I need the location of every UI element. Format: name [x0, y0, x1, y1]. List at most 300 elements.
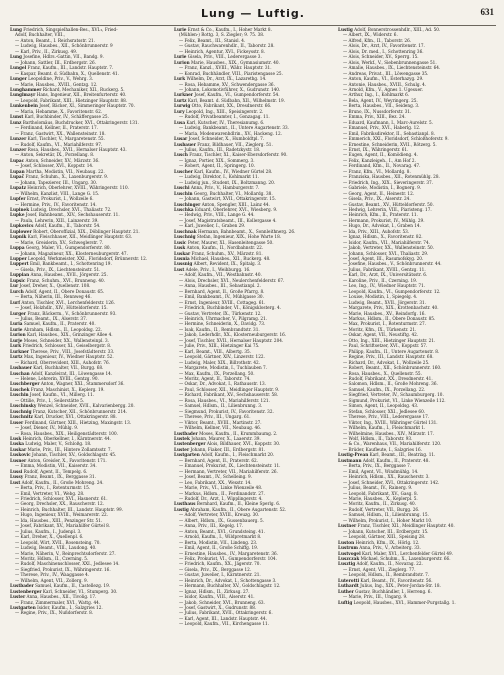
- directory-entry: — Robert, Agent, II., Springerg. 10.: [179, 163, 255, 169]
- directory-entry: — Anton, Beamt., XVI., Grundsteing. 41.: [179, 528, 265, 534]
- directory-entry: — Bernhard, Agent, II., Große Pfarrg. 8.: [179, 288, 265, 294]
- directory-entry: — Emil, Vertreter, VI., Webg. 28.: [15, 490, 85, 496]
- directory-entry: — Ernst, Ingenieur, XVIII., Cottageg. 61.: [179, 299, 266, 305]
- directory-entry: — Moritz, Kfm., IX., Türkenstr. 21.: [343, 326, 417, 332]
- directory-entry: — Ludwig, Hausbes., XII., Schönbrunnerstr. 9: [15, 43, 113, 49]
- directory-entry: — Friedrich, Schlosser, XVI., Hasnerstr. 61.: [15, 495, 108, 501]
- directory-entry: — Max, Prokurist, I., Rotenturmstr. 27.: [343, 321, 426, 327]
- directory-entry: Luscher Karl, Kaufm., IV., Wiedner Gürtel 28.: [174, 168, 273, 174]
- directory-entry: — Eduard, Kaufmann, I., Marc-Aurelstr. 5.: [343, 119, 433, 125]
- directory-entry: — Felix, Kanzleigeh., I., Am Hof 2.: [343, 157, 416, 163]
- directory-entry: (Mühlen-) Rottg. 3, S. Ziegler; 9. 75. 38.: [179, 32, 265, 38]
- directory-entry: Lunzer Karl, Tischler, V., Margaretenstr. 55.: [10, 136, 105, 142]
- directory-entry: — Franz, Kanzl., XVIII., Währ. Hauptstr. 31.: [179, 65, 272, 71]
- directory-entry: — Anton, Beamt., I. Reichsratsstr. 21.: [15, 37, 96, 43]
- directory-entry: — Julius, Beamt., IX., Alserstr. 37.: [15, 316, 88, 322]
- directory-entry: — Leopold, Gärtner, XIV., Linzerstr. 122.: [179, 354, 265, 360]
- directory-entry: — Eugen, Agent, II., Komödieng. 4.: [343, 152, 418, 158]
- directory-entry: — Leopold, Wirt, XVII., Rosensteing. 70.: [15, 539, 101, 545]
- directory-entry: — Bela, Agent, IV., Weyringerg. 25.: [343, 97, 418, 103]
- directory-entry: — Otto, Ing., XIII., Hietzinger Hauptstr. 21.: [343, 337, 436, 343]
- directory-entry: — Bruno, IX., Nussdorferstr. 31.: [343, 108, 412, 114]
- directory-entry: — Ludwig, Maler, XIX., Billrothstr. 42.: [179, 359, 261, 365]
- directory-entry: — Josef, Schneider, XVI., Ottakringerstr. 142.: [343, 479, 440, 485]
- directory-entry: — Rudolf, Vertreter, VII., Burgg. 26.: [343, 506, 420, 512]
- directory-entry: — Johann, Gastwirt, XVII., Ottakringerstr. 15.: [179, 196, 276, 202]
- directory-entry: — & Co., Warenhaus, VII., Mariahilferstr. 120.: [343, 441, 442, 447]
- directory-entry: — Emanuel, Prokurist, IX., Liechtensteinstr. 11.: [179, 463, 281, 469]
- directory-entry: — Karl, Beamt., VIII., Albertg. 35.: [179, 348, 252, 354]
- directory-entry: Lussnig Albert, Revident, IX., Spitalg. 3.: [174, 261, 262, 267]
- directory-entry: — Ludwig, Beamt., XVII., Jörgerstr. 31.: [343, 299, 427, 305]
- directory-entry: — Josefine, Hausbes., V., Schönbrunnerstr. 44.: [343, 261, 442, 267]
- directory-entry: — Emil, Bankbeamt., IV., Mühlgasse 30.: [179, 294, 264, 300]
- directory-entry: — Viktor, Beamt., XVIII., Martinstr. 27.: [179, 419, 262, 425]
- directory-entry: — Helene, Lehrerin, XVIII., Gentzg. 90.: [15, 376, 99, 381]
- directory-entry: — Isidor, Kaufm., VII., Mariahilferstr. 74.: [343, 239, 430, 245]
- directory-entry: Luschin Josef, Kaufm., VI., Millerg. 11.: [10, 392, 95, 398]
- directory-entry: — Ida, Hausbes., XIII., Penzinger Str. 51.: [15, 517, 103, 523]
- directory-entry: Lusch Franz, Tischler, XI., Kaiser-Ebersdorferstr. 90.: [174, 152, 288, 158]
- directory-entry: — Leopold, Kaufm., VI., Gumpendorferstr. 12.: [343, 288, 441, 294]
- directory-entry: — Wilhelm, Kellner, VII., Neubaug. 46.: [179, 425, 262, 431]
- directory-entry: — Wilhelm, Agent, VII., Zollerg. 9.: [15, 577, 89, 583]
- directory-entry: Luria Samuel, Kaufm., II., Praterstr. 40.: [10, 321, 96, 327]
- directory-entry: — Ferdinand, Kellner, II., Praterstr. 17.: [15, 125, 98, 131]
- directory-entry: — Anton, Kaufm., VI., Esterhazyg. 29.: [343, 76, 424, 82]
- directory-entry: — Emil, Agent, VI., Windmühlg. 14.: [343, 468, 419, 474]
- directory-entry: — Friedrich, Buchbinder, VI., Königsklosterg. 4.: [179, 305, 281, 311]
- directory-entry: Luskar Franz, Schuhm., XV., Märzstr. 81.: [174, 250, 263, 256]
- directory-entry: Lust Adele, Priv., I., Weihburgg. 16.: [174, 266, 251, 272]
- directory-entry: Lusbauer Karl, Buchhalter, VII., Burgg. 68.: [10, 365, 104, 371]
- directory-entry: — Alois, Dr. med., I., Schottenring 36.: [343, 48, 424, 54]
- directory-entry: Lupinek Ludwig, Drechsler, XVI., Thaliastr. 72.: [10, 206, 112, 212]
- directory-entry: — Heinrich, Buchhalter, III., Landstr. Hauptstr. 99.: [15, 506, 123, 512]
- directory-entry: — Wilhelm, Kaufm., I., Fleischmarkt 1.: [343, 425, 426, 431]
- page-header: [10, 6, 496, 24]
- directory-entry: — Alfred, Kfm., II., Taborstr. 26.: [343, 37, 412, 43]
- directory-entry: Luschberger Anton, Wagner, XXI., Stammersdorf 36.: [10, 381, 125, 387]
- directory-entry: Lurie Gisela, Priv., VIII., Lederergasse 3.: [174, 54, 262, 60]
- directory-entry: — Leopold, Fabrikant, XV., Gasg. 8.: [343, 490, 418, 496]
- directory-entry: — Felix, Prokurist, VI., Gumpendorferstr. 104.: [179, 555, 277, 561]
- directory-entry: — Franz, Zimmermaler, XVI., Wattg. 44.: [15, 599, 101, 605]
- directory-entry: Luterotti Karl, Beamt., IV., Favoritenstr. 56.: [338, 577, 433, 583]
- directory-entry: — Hermine, Priv., IV., Favoritenstr. 14.: [15, 201, 97, 207]
- directory-entry: — Friedrich, Kaufm., XX., Jägerstr. 70.: [179, 561, 261, 567]
- directory-entry: — Rosa, Hausbes., X., Quellenstr. 55.: [343, 370, 422, 376]
- directory-entry: — Jakob, Lederhdlr., XX., Klosterneuburgerstr. 16.: [179, 332, 287, 338]
- directory-entry: Lusbauer Franz, Bildhauer, VII., Zieglerg. 51.: [174, 141, 273, 147]
- directory-entry: Lurch Adolf, Agent, II., Obere Donaustr. 65.: [10, 288, 105, 294]
- directory-entry: — Felix, Beamt., III., Stanisl. 4.: [179, 37, 246, 43]
- directory-entry: Lussi Rudolf, Agent, II., Tempelg. 6.: [10, 468, 88, 474]
- directory-entry: — Johann, Schlosser, XVI., Thaliastr. 29.: [343, 250, 429, 256]
- directory-entry: — Robert, Beamt., XII., Schönbrunnerstr. 160.: [343, 365, 442, 371]
- directory-entry: — Ludwig, Direktor, I., Kohlmarkt 11.: [179, 174, 259, 180]
- directory-entry: — Wolf, Hdlsm., II., Taborstr. 93.: [343, 435, 413, 441]
- directory-entry: Lupke Josef, Bahnbeamt., XIV., Sechshauserstr. 11.: [10, 212, 120, 218]
- directory-entry: Lurwig Otto, Fabrikant, XX., Dresdnerstr. 66.: [174, 103, 272, 109]
- directory-entry: Luszczak Michael, Schuhm., X., Laxenburgerstr. 66.: [338, 555, 451, 561]
- directory-entry: Luschan Adolf, Kanzleirat, III., Löwengasse 14.: [10, 370, 113, 376]
- directory-entry: — Albert, IX., Widerstr. 6.: [343, 32, 398, 38]
- directory-entry: Lurk Friedrich, Schlosser, XI., Geiselbergstr. 8.: [10, 343, 112, 349]
- directory-entry: — Gisela, Priv., IX., Berggasse 12.: [179, 566, 252, 572]
- directory-entry: Luskovic Johann, Tischler, XV., Goldschlagstr. 45.: [10, 452, 117, 458]
- directory-entry: — Marie, Greislerin, XV., Schweglerstr. 7.: [15, 239, 104, 245]
- directory-entry: — Julie, Priv., XIII., Hietzinger Kai 75.: [179, 343, 260, 349]
- directory-entry: — Berta, Modistin, VII., Lindeng. 23.: [179, 539, 258, 545]
- directory-entry: — Ida, Priv., XIII., Auhofstr. 53.: [343, 228, 410, 234]
- directory-entry: Lustgarten Adolf, Kaufm., I., Fleischmarkt 20.: [174, 452, 275, 458]
- directory-entry: Lustner Franz, Tischler, XII., Meidlinger Hauptstr. 40.: [338, 523, 455, 529]
- directory-entry: — Ignaz, Portier, XIX., Sommerg. 3.: [179, 157, 255, 163]
- directory-entry: — Leo, Fabrikant, XX., Wexstr. 14.: [179, 479, 252, 485]
- directory-entry: — Berta, Priv., I., Rotenturmstr. 15.: [15, 485, 91, 491]
- directory-entry: Lusic Peter, Maurer, XI., Hasenleitengasse 50.: [174, 239, 274, 245]
- directory-entry: Luschi Anna, Priv., V., Hamburgerstr. 7.: [174, 185, 260, 191]
- directory-entry: — Samuel, Hdlsm., II., Lilienbrunng. 3.: [179, 403, 263, 409]
- directory-entry: Luschnig Franz, Kutscher, XII., Schönbrunnerstr. 214.: [10, 408, 128, 414]
- directory-entry: — Berta, Priv., IX., Berggasse 7.: [343, 463, 412, 469]
- directory-entry: Lunghammer Richard, Mechaniker, XII., Ruckerg. 5.: [10, 86, 125, 92]
- directory-entry: Lustenberger Alois, Bildhauer, XVI., Koppstr. 30.: [174, 441, 281, 447]
- directory-entry: Lur Josef, Dreher, X., Quellenstr. 108.: [10, 283, 91, 289]
- directory-entry: — Josef, Beamt., IV., Schelleing. 9.: [179, 474, 252, 480]
- directory-entry: Lustrum Anna, Priv., V., Arbeiterg. 33.: [338, 545, 421, 551]
- directory-entry: — Kaspar, Beamt. d. Südbahn, X., Quellenstr. 41.: [15, 70, 119, 76]
- directory-entry: — Salomon, Hdlsm., II., Große Mohreng. 36.: [343, 381, 438, 387]
- directory-entry: — Therese, Priv., III., Ungarg. 61.: [179, 414, 251, 420]
- directory-entry: Lupkovics Adolf, Kaufm., II., Taborstr. 54.: [10, 223, 101, 229]
- directory-entry: — Moritz, Agent, II., Taborstr. 74.: [179, 376, 251, 381]
- directory-entry: — Oskar, Dr., Advokat, I., Rathausstr. 13.: [179, 381, 267, 387]
- directory-entry: — Julius, Kaufm., I., Judenpl. 3.: [15, 528, 82, 534]
- directory-entry: — Hedwig, Lehrerin, VIII., Piaristeng. 17.: [343, 206, 432, 212]
- directory-entry: Lustmann Adolf, Kaufm., II., Praterstr. 48.: [338, 457, 430, 463]
- directory-entry: — Julius, Beamt., IV., Rainerg. 9.: [343, 485, 413, 491]
- directory-entry: Luschin Georg, Buchhalter, VI., Mollardg. 38.: [174, 190, 273, 196]
- directory-entry: Lustbader Moses, Kaufm., II., Krummbaumg. 2.: [174, 430, 278, 436]
- directory-entry: — Siegmund, Prokurist, IV., Favoritenstr. 32.: [179, 408, 274, 414]
- directory-entry: — Josef, Magistratsbeamt., III., Kollergasse 4.: [179, 217, 277, 223]
- directory-entry: — Moritz, Hdlsm., II., Czerning. 5.: [15, 555, 89, 561]
- directory-entry: — Oskar, Agent, VII., Neustiftg. 42.: [343, 332, 419, 338]
- directory-entry: Luppert Emil, Bankbeamt., I., Schottenring 19.: [10, 261, 112, 267]
- directory-entry: — Rosa, Hausbes., VI., Mariahilferstr. 121.: [179, 397, 270, 403]
- directory-entry: Luska Ludwig, Maler, V., Schloßg. 18.: [10, 441, 92, 447]
- directory-entry: — Ludwig, Beamt., VIII., Laudong. 40.: [15, 545, 97, 551]
- directory-entry: — Wilhelm, Prokurist, I., Hoher Markt 10.: [343, 517, 433, 523]
- directory-entry: Lusar Josef, Schneider, X., Humboldtpl. 7.: [174, 136, 265, 142]
- directory-entry: — Heinrich, Agentur, XVI., Fickeysstr. 8.: [179, 48, 265, 54]
- directory-entry: — Marie, Priv., III., Ungarg. 9.: [343, 594, 408, 600]
- directory-entry: — Hugo, Dr., Advokat, I., Graben 14.: [343, 223, 421, 229]
- directory-entry: Lurje Moses, Schneider, XX., Wallensteinpl. 3.: [10, 337, 110, 343]
- directory-entry: — Karl, Agent, III., Landstr. Hauptstr. 44.: [179, 615, 267, 621]
- directory-entry: — Emmerich, XXI., Floridsdorf, Schloßhoferstr. 9.: [343, 136, 449, 142]
- directory-entry: — Karl, Dr., Arzt, IX., Universitätsstr. 6.: [343, 272, 428, 278]
- directory-entry: Lung Josefine, Hdlrs.-Gattin, VII., Bandg. 9.: [10, 54, 104, 60]
- directory-entry: — Rosa, Hausbes., XIX., Heiligenstädterstr. 100.: [15, 430, 118, 436]
- directory-entry: Luftig Leopold, Hausbes., XVI., Hammer-Purgstallg. 1.: [338, 599, 456, 605]
- directory-entry: — Julius, Fabrikant, XVII., Ottakringerstr. 6.: [179, 610, 273, 616]
- directory-entry: — Therese, Priv., VIII., Lederergasse 17.: [343, 414, 430, 420]
- directory-entry: — Ludwig, Bankbeamt., II., Untere Augartenstr. 33.: [179, 125, 290, 131]
- directory-entry: — Markus, Hdlsm., II., Ferdinandstr. 27.: [179, 490, 265, 496]
- directory-entry: — Marie, Näherin, V., Reinprechtsdorferstr. 27.: [15, 550, 116, 556]
- directory-entry: — Margarete, Priv., XIX., Krottenbachstr. 40.: [343, 305, 439, 311]
- directory-entry: Luston Heinrich, Kfm., IX., Hörlg. 12.: [338, 539, 420, 545]
- directory-entry: — Gisela, Priv., IX., Alserstr. 24.: [343, 196, 411, 202]
- page-number: 631: [480, 7, 494, 17]
- directory-entry: — Albert, Hdlsm., IX., Gussenbauerg. 5.: [179, 517, 265, 523]
- directory-entry: — Johann, Kutscher, III., Erdbergstr. 15.: [343, 528, 429, 534]
- directory-entry: — Ludwig jun., Student, IX., Boltzmanng. 20.: [179, 179, 276, 185]
- directory-entry: Luppa Georg, Maler, VI., Gumpendorferstr. 80.: [10, 245, 111, 251]
- directory-entry: — Rudolf, Maschinenschlosser, XXI., Jedlesee 14.: [15, 561, 120, 567]
- directory-entry: — Hermine, Schneiderin, X., Davidg. 73.: [179, 321, 266, 327]
- directory-entry: Luskar Marie, Priv., III., Hintere Zollamtsstr. 7.: [10, 446, 112, 452]
- directory-entry: — Arnold, Kaufm., I., Wildpretmarkt 8.: [179, 534, 262, 540]
- page-title: Lung — Luftig.: [201, 7, 305, 20]
- directory-entry: — Anton, Sekretär, IX., Porzellang. 8.: [15, 152, 95, 158]
- directory-entry: — Berta, Hausbes., VII., Seideng. 3.: [343, 103, 420, 109]
- directory-entry: — Ernst, Agent, VII., Zieglerg. 77.: [343, 566, 416, 572]
- directory-entry: Lunger Leopoldine, Priv., V., Wehrg. 3.: [10, 76, 94, 82]
- directory-entry: — Hermann, Prokurist, IV., Mühlg. 29.: [343, 217, 425, 223]
- directory-entry: — Karl, Dreher, X., Quellenpl. 6.: [15, 534, 84, 540]
- directory-entry: — Leo, Ing., IV., Wiedner Hauptstr. 71.: [343, 283, 426, 289]
- directory-entry: — Margarete, Modistin, I., Tuchlauben 7.: [179, 365, 268, 371]
- directory-entry: — Andreas, Privat., III., Löwengasse 35.: [343, 70, 429, 76]
- directory-entry: — Marie, Hausbes., XV., Reindorfg. 16.: [343, 310, 426, 316]
- directory-entry: — Regine, Priv., III., Landstr. Hauptstr. 68.: [343, 354, 434, 360]
- directory-entry: — Gustav, Rauchwarenhdlr., II., Taborstr. 28.: [179, 43, 275, 49]
- directory-entry: — Emma, Modistin, VII., Kaiserstr. 34.: [15, 463, 97, 469]
- directory-entry: — Hermann, Vertreter, VII., Mariahilferstr. 26.: [179, 468, 278, 474]
- directory-entry: Luster Johann, Fiaker, III., Erdbergstr. 81.: [174, 446, 266, 452]
- directory-entry: Lustig Adolf, Bonnerstrossenhdlr., XIII., Ad. 50.: [338, 27, 441, 32]
- directory-entry: — Jakob, Schneider, XVI., Brunneng. 63.: [179, 599, 265, 605]
- directory-entry: — Markus, Hdlsm., II., Obere Donaustr. 85.: [343, 316, 436, 322]
- directory-entry: — Ignaz, Hdlsm., X., Favoritenstr. 82.: [343, 234, 423, 240]
- directory-entry: — Stefan, Schlosser, XXI., Jedlesee 60.: [343, 408, 426, 414]
- directory-entry: Lustvogel Karl, Maler, XVI., Lerchenfelder Gürtel 49.: [338, 550, 453, 556]
- directory-entry: Lusztig Adolf, Kaufm., II., Novarag. 22.: [338, 561, 423, 567]
- directory-entry: — Therese, Priv., IV., Waaggasse 4.: [15, 572, 90, 578]
- directory-entry: — Hedwig, Priv., VIII., Lange G. 44.: [179, 212, 255, 218]
- directory-entry: — Rudolf, Privatbeamter, I., Gonzagag. 11.: [179, 114, 270, 120]
- directory-entry: Lustig Abraham, Kaufm., II., Obere Augartenstr. 52.: [174, 506, 287, 512]
- directory-entry: Lusnia Michael, Hausbes., XII., Ruckerg. 48.: [174, 256, 271, 262]
- directory-entry: — Konrad, Buchhändler, VIII., Piaristengasse 25.: [179, 70, 283, 76]
- directory-entry: Lupper Leopold, Werkmeister, XXI., Floridsdorf, Brünnerstr. 12.: [10, 256, 148, 262]
- directory-entry: — Ernestine, Schneiderin, XVII., Rötzerg. 5.: [343, 141, 437, 147]
- directory-entry: Lupan Martha, Modistin, VII., Neubaug. 22.: [10, 168, 105, 174]
- directory-entry: Lussy Franz, Beamt., IX., Berggasse 31.: [10, 474, 96, 480]
- directory-entry: — Franziska, Hausbes., XII., Rotenmühlg. 28.: [343, 174, 440, 180]
- directory-entry: Lurkner Therese, Priv., VIII., Josefstädterstr. 33.: [10, 348, 115, 354]
- directory-entry: Adolf, Buchhalter, VIII.,: [15, 32, 65, 38]
- directory-entry: Lurion Karl, Hausbes., XIX., Grinzinger Allee 4.: [10, 332, 113, 338]
- directory-entry: — Maria, Modenwarenhdlrin., XV., Hackeng. 12.: [179, 130, 282, 136]
- directory-entry: — Paul, Schlosser, XII., Meidlinger Hauptstr. 9.: [179, 386, 280, 392]
- directory-entry: Lury Leopold, Ing., XIII., Speisingerstr. 2.: [174, 108, 264, 114]
- directory-entry: Lurkner Josef, Kaufm., VI., Gumpendorferstr. 54.: [174, 92, 280, 98]
- directory-entry: — Emma, Priv., XIII., Bez. 24.: [343, 114, 406, 120]
- directory-entry: — Simon, Agent, II., Leopoldsg. 43.: [343, 403, 419, 409]
- directory-entry: Lustek Johann, Maurer, X., Laaerstr. 39.: [174, 435, 261, 441]
- directory-entry: — Berta, Näherin, III., Rennweg 46.: [15, 294, 92, 300]
- directory-entry: Luschnitz Karl, Drucker, XVI., Ottakringerstr. 88.: [10, 414, 117, 420]
- directory-entry: — Alois, Schneider, XV., Sperrg. 15.: [343, 54, 419, 60]
- directory-entry: — Anna, Priv., III., Kegelg. 17.: [179, 523, 244, 529]
- directory-entry: — Johann, Lokomotivführer, X., Gudrunstr. 140.: [179, 86, 281, 92]
- directory-entry: — Wilhelm, Kanzlist, VIII., Lange G. 15.: [15, 190, 100, 196]
- directory-entry: Lupatz Heinrich, Oberlehrer, XVIII., Währingerstr. 110.: [10, 185, 129, 191]
- column-2: [174, 27, 332, 672]
- directory-entry: — Antonie, Hausbes., XVIII., Schulg. 4.: [343, 81, 427, 87]
- directory-entry: — Josef, Schlosser, XVI., Koppstr. 14.: [15, 163, 94, 169]
- directory-entry: Lupač Franz, Schuhm., X., Laxenburgerstr. 9.: [10, 174, 109, 180]
- directory-entry: Lurk Wilhelm, Dr., Arzt, IX., Lazarethg. 14.: [174, 76, 267, 82]
- directory-entry: Lunst Karl, Buchbinder, IV., Schäffergasse 25.: [10, 114, 109, 120]
- directory-entry: — Josef, Holzhdlr., XIV., Hütteldorferstr. 15.: [15, 305, 108, 311]
- directory-entry: — Gustav, Beamt., XV., Hütteldorferstr. 50.: [343, 201, 434, 207]
- directory-entry: — Josef, Fabrikant, XV., Mariahilfer Gürtel 8.: [15, 523, 111, 529]
- directory-entry: — Isidor, Kaufm., VIII., Alserstr. 41.: [179, 594, 255, 600]
- directory-entry: — Gustav, Juwelier, I., Kärntnerstr. 21.: [179, 572, 261, 578]
- directory-entry: — Arnold, Kfm., V., Agnes 1. Ugesuer.: [343, 86, 423, 92]
- directory-entry: — Gabriele, Modistin, I., Bognerg. 9.: [343, 185, 422, 191]
- directory-entry: Lupnik Karl, Fleischhauer, XII., Meidlinger Hauptstr. 63.: [10, 234, 133, 240]
- directory-entry: — Ernestine, Hausbes., IV., Margaretenstr. 36.: [179, 550, 278, 556]
- directory-entry: — Alois, Drechsler, XVI., Neulerchenfelderstr. 67.: [179, 277, 285, 283]
- directory-entry: — Franz, Gastwirt, XX., Wallensteinstr. 18.: [15, 130, 106, 136]
- directory-entry: — Samuel, Kaufm., IX., Porzellang. 22.: [343, 386, 426, 392]
- directory-entry: — Adolf, Kaufm., VII., Westbahnstr. 40.: [179, 272, 262, 278]
- directory-entry: — Viktor, Ing., XVIII., Währinger Gürtel 131.: [343, 419, 438, 425]
- directory-entry: — Siegfried, Prokurist, IX., Währingerstr. 16.: [15, 566, 111, 572]
- directory-entry: — Brüder, Kaufleute, I., Salzgries 16.: [343, 446, 422, 452]
- directory-entry: — Emanuel, Priv., XVI., Haberlg. 12.: [343, 125, 421, 131]
- directory-entry: Luschnak Hermann, Bahnbeamt., X., Sonnleithnerg. 26.: [174, 228, 296, 234]
- directory-entry: — Franz, Kfm., VI., Mollardg. 8.: [343, 168, 411, 174]
- directory-entry: — Georg, Drechsler, XX., Rauscherstr. 12.: [15, 501, 105, 507]
- directory-entry: — Ernst, IX., Währingerstr. 61.: [343, 146, 409, 152]
- directory-entry: Lunzer Rosa, Hausbes., XVII., Hernalser Hauptstr. 43.: [10, 146, 127, 152]
- directory-entry: Luther Gustav, Buchhändler, I., Herreng. 6.: [338, 588, 432, 594]
- directory-entry: — Karoline, Priv., II., Czerning. 19.: [343, 277, 418, 283]
- directory-entry: — Leopold, Hdlsm., II., Rembrandtstr. 7.: [343, 572, 430, 578]
- directory-entry: — Leopold, Fabrikant, XIII., Hietzinger Hauptstr. 88.: [15, 97, 128, 103]
- directory-entry: — Heinrich, Dr., Advokat, I., Schottengasse 3.: [179, 577, 277, 583]
- directory-entry: Lusk Heinrich, Oberkellner, I., Kärntnerstr. 44.: [10, 435, 111, 441]
- directory-entry: Lung Friedrich, Singspielhallen-Bes., XVI.₂, Fried-: [10, 27, 118, 32]
- directory-entry: — Josef, Agent, III., Rasumofskyg. 20.: [343, 256, 424, 262]
- directory-entry: — Emil, Fabriksdirektor, II., Sebastianpl. 8.: [343, 130, 436, 136]
- directory-entry: — Paul, Schriftsetzer, XVI., Koppstr. 57.: [343, 343, 428, 349]
- directory-entry: — Siegfried, Vertreter, IV., Schaumburgerg. 10.: [343, 392, 444, 398]
- directory-entry: — Richard, Fabrikant, XV., Sechshauserstr. 58.: [179, 392, 279, 398]
- directory-entry: — Johann, Sattler, III., Erdbergstr. 26.: [15, 59, 96, 65]
- directory-entry: — Ignaz, Hdlsm., II., Zirkusg. 27.: [179, 588, 250, 594]
- directory-entry: Lurf Anton, Tischler, XVI., Lerchenfelderstr. 126.: [10, 299, 115, 305]
- directory-entry: — Emil, Agent, II., Große Schiffg. 19.: [179, 545, 259, 551]
- directory-entry: — Alois, Werkf., V., Siebenbrunnengasse 51.: [343, 59, 437, 65]
- directory-entry: — Adolf, Vertreter, XVIII., Kreuzg. 30.: [179, 512, 260, 518]
- directory-entry: — Hermann, Buchhalter, XV., Goldschlagstr. 12.: [179, 583, 281, 589]
- directory-entry: Lustig-Prean Karl, Beamt., III., Beatrixg. 11.: [338, 452, 436, 458]
- directory-entry: Lurger Franz, Bäckerm., V., Schönbrunnerstr. 93.: [10, 310, 117, 316]
- directory-entry: Lusner Anton, Greisler, X., Favoritenstr. 171.: [10, 457, 107, 463]
- directory-entry: — Josef, Gastwirt, X., Gudrunstr. 88.: [179, 605, 257, 611]
- directory-entry: — Max, Kaufm., IX., Porzellang. 50.: [179, 370, 255, 376]
- directory-entry: Lustgarten Isidor, Kaufm., I., Salzgries 12.: [10, 605, 103, 611]
- directory-entry: Lurtz Max, Ingenieur, IV., Wiedner Hauptstr. 52.: [10, 354, 114, 360]
- directory-entry: — Alois, Dr., Arzt, IV., Favoritenstr. 17.: [343, 43, 425, 49]
- directory-entry: Lunglmayr Hans, Ingenieur, XII., Breitenfurterstr. 40.: [10, 92, 127, 98]
- directory-entry: Lupac Anton, Schneider, XV., Märzstr. 36.: [10, 157, 100, 163]
- directory-entry: Luppian Anna, Hausbes., XVII., Jörgerstr. 25.: [10, 272, 108, 278]
- directory-entry: — Friedrich, Ing., XIX., Sieveringerstr. 37.: [343, 179, 434, 185]
- directory-entry: — Marie, Priv., VI., Linke Wienzeile 48.: [179, 485, 263, 491]
- directory-entry: — Hugo, Ingenieur, XVIII., Weimarerstr. 22.: [15, 512, 109, 518]
- directory-entry: — Samuel, Hdlsm., II., Lilienbrunng. 15.: [343, 512, 429, 518]
- directory-entry: — Marie, Hausbes., X., Keplerpl. 5.: [343, 495, 418, 501]
- column-1: [10, 27, 168, 672]
- columns: [10, 27, 496, 672]
- directory-entry: Lustenberger Karl, Schneider, VI., Stumperg. 30.: [10, 588, 118, 594]
- directory-entry: — Paula, Lehrerin, XIII., Lainzerstr. 39.: [15, 217, 99, 223]
- directory-entry: Lunkenbein Josef, Bäcker, XI., Simmeringer Hauptstr. 70.: [10, 103, 135, 109]
- directory-entry: Lurion Marie, Hausbes., XIX., Gymnasiumstr. 40.: [174, 59, 280, 65]
- directory-entry: Lurie Ernst & Co., Kaufm., I., Hoher Markt 8.: [174, 27, 272, 32]
- directory-entry: Luster Anna, Hausbes., XII., Tivolig. 17.: [10, 594, 97, 600]
- directory-entry: Luschinsky Wenzel, Schneider, XVII., Kalvarienbergg. 20.: [10, 403, 135, 409]
- directory-entry: — Wilhelmine, Hausbes., XIV., Märzstr. 17.: [343, 430, 434, 436]
- directory-entry: Luplower Robert, Oberoffizial, XIX., Döblinger Hauptstr. 21.: [10, 228, 140, 234]
- directory-entry: Lusthaus Bernhard, Kaufm., II., Kleine Sperlg. 6.: [174, 501, 281, 507]
- header-rule: [10, 25, 496, 26]
- directory-entry: — Richard, Dr., Advokat, I., Wollzeile 25.: [343, 359, 430, 365]
- directory-entry: — Regine, Priv., IX., Nußdorferstr. 8.: [15, 610, 94, 616]
- directory-entry: — Bernhard, Agent, II., Praterstr. 62.: [179, 457, 259, 463]
- directory-entry: — Anna, Hausbes., III., Sebastianpl. 2.: [179, 283, 261, 289]
- directory-entry: — Sigmund, Prokurist, VI., Linke Wienzeile 112.: [343, 397, 446, 403]
- directory-entry: — Johann, Magazineur, XX., Klosterneuburgerstr. 47.: [15, 250, 128, 256]
- directory-entry: Luschnig Stefan, Ingenieur, XIX., Hohe Warte 18.: [174, 234, 282, 240]
- directory-entry: — Rudolf, Dr., Arzt, I., Wipplingerstr. 4.: [179, 495, 263, 501]
- directory-entry: — Philipp, Kaufm., II., Untere Augartenstr. 8.: [343, 348, 440, 354]
- directory-entry: — Gisela, Priv., IX., Liechtensteinstr. 51.: [15, 266, 101, 272]
- directory-entry: Lunz Bartholomäus, Buchdrucker, XVI., Ottakringerstr. 131.: [10, 119, 139, 125]
- directory-entry: — Karl, Juwelier, I., Graben 29.: [179, 223, 246, 229]
- directory-entry: — Josef, Tischler, XVII., Hernalser Hauptstr. 204.: [179, 337, 284, 343]
- directory-entry: Lust Adolf, Kaufm., II., Große Mohreng. 24.: [10, 479, 104, 485]
- directory-entry: Luthardt Julius, Ing., XIX., Peter-Jordan-Str. 18.: [338, 583, 441, 589]
- directory-entry: — Heinrich, Uhrmacher, V., Pilgramg. 21.: [179, 316, 268, 322]
- directory-entry: — Richard, Oberrevident, XIII., Auhofstr. 76.: [15, 359, 110, 365]
- directory-entry: — Julius, Kaufm., III., Radetzkystr. 18.: [179, 146, 261, 152]
- directory-entry: Lusa Karl, Kutscher, IV., Theresianumg. 6.: [174, 119, 265, 125]
- directory-entry: Lungel Franz, Kaufm., III., Landstr. Hauptstr. 7.: [10, 65, 114, 71]
- directory-entry: — Georg, Agent, II., Heinestr. 12.: [343, 190, 415, 196]
- directory-entry: — Rudolf, Kaufm., VI., Mariahilferstr. 97.: [15, 141, 103, 147]
